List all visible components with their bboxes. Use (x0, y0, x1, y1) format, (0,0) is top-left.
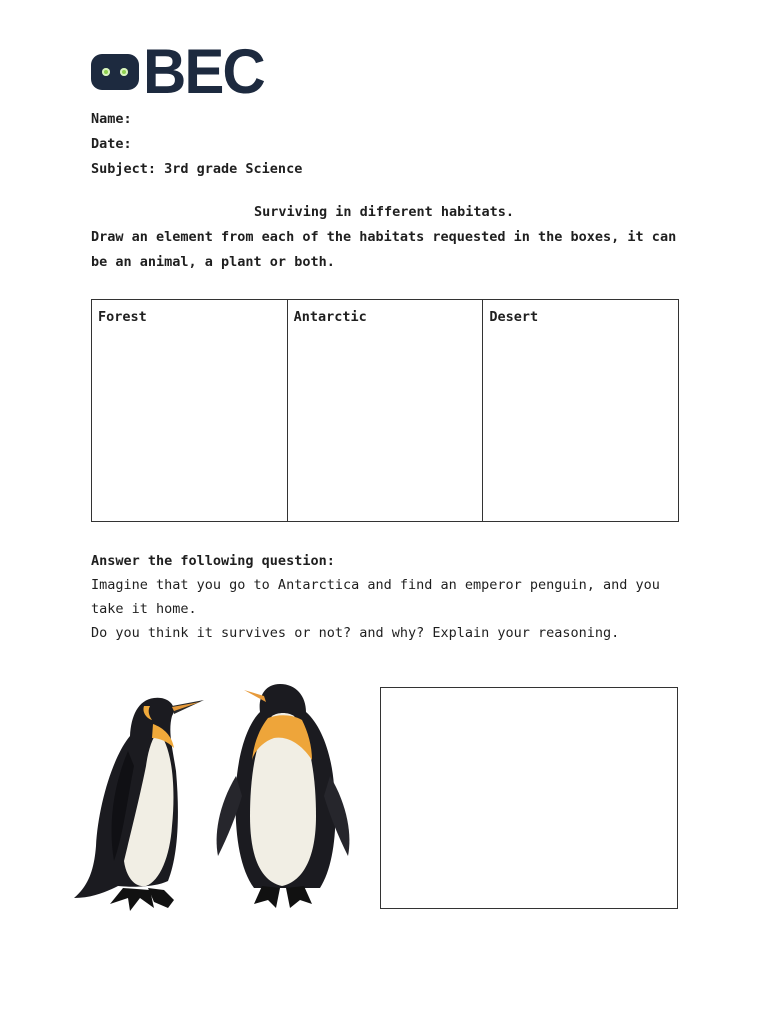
question-block (91, 549, 677, 645)
activity-instructions: Draw an element from each of the habitats requested in the boxes, it can be an animal, a plant or both. (91, 229, 677, 270)
question-heading: Answer the following question: (91, 553, 335, 569)
penguin-left (74, 698, 204, 911)
habitat-box-desert[interactable]: Desert (483, 300, 679, 522)
date-label: Date: (91, 136, 132, 152)
question-text-1: Imagine that you go to Antarctica and find an emperor penguin, and you take it home. (91, 577, 660, 617)
habitat-box-forest[interactable]: Forest (92, 300, 288, 522)
habitat-drawing-table (91, 299, 679, 522)
subject-label: Subject: 3rd grade Science (91, 161, 303, 177)
robot-face-icon (91, 54, 139, 90)
question-text-2: Do you think it survives or not? and why? Explain your reasoning. (91, 625, 620, 641)
activity-title: Surviving in different habitats. (253, 204, 515, 220)
penguins-illustration (68, 676, 358, 921)
answer-box[interactable] (380, 687, 678, 909)
habitat-box-antarctic[interactable]: Antarctic (287, 300, 483, 522)
bec-logo (91, 36, 264, 107)
logo-text: BEC (143, 36, 264, 107)
penguin-right (217, 684, 350, 908)
robot-eye-left (102, 68, 110, 76)
name-label: Name: (91, 111, 132, 127)
robot-eye-right (120, 68, 128, 76)
student-fields (91, 107, 302, 182)
